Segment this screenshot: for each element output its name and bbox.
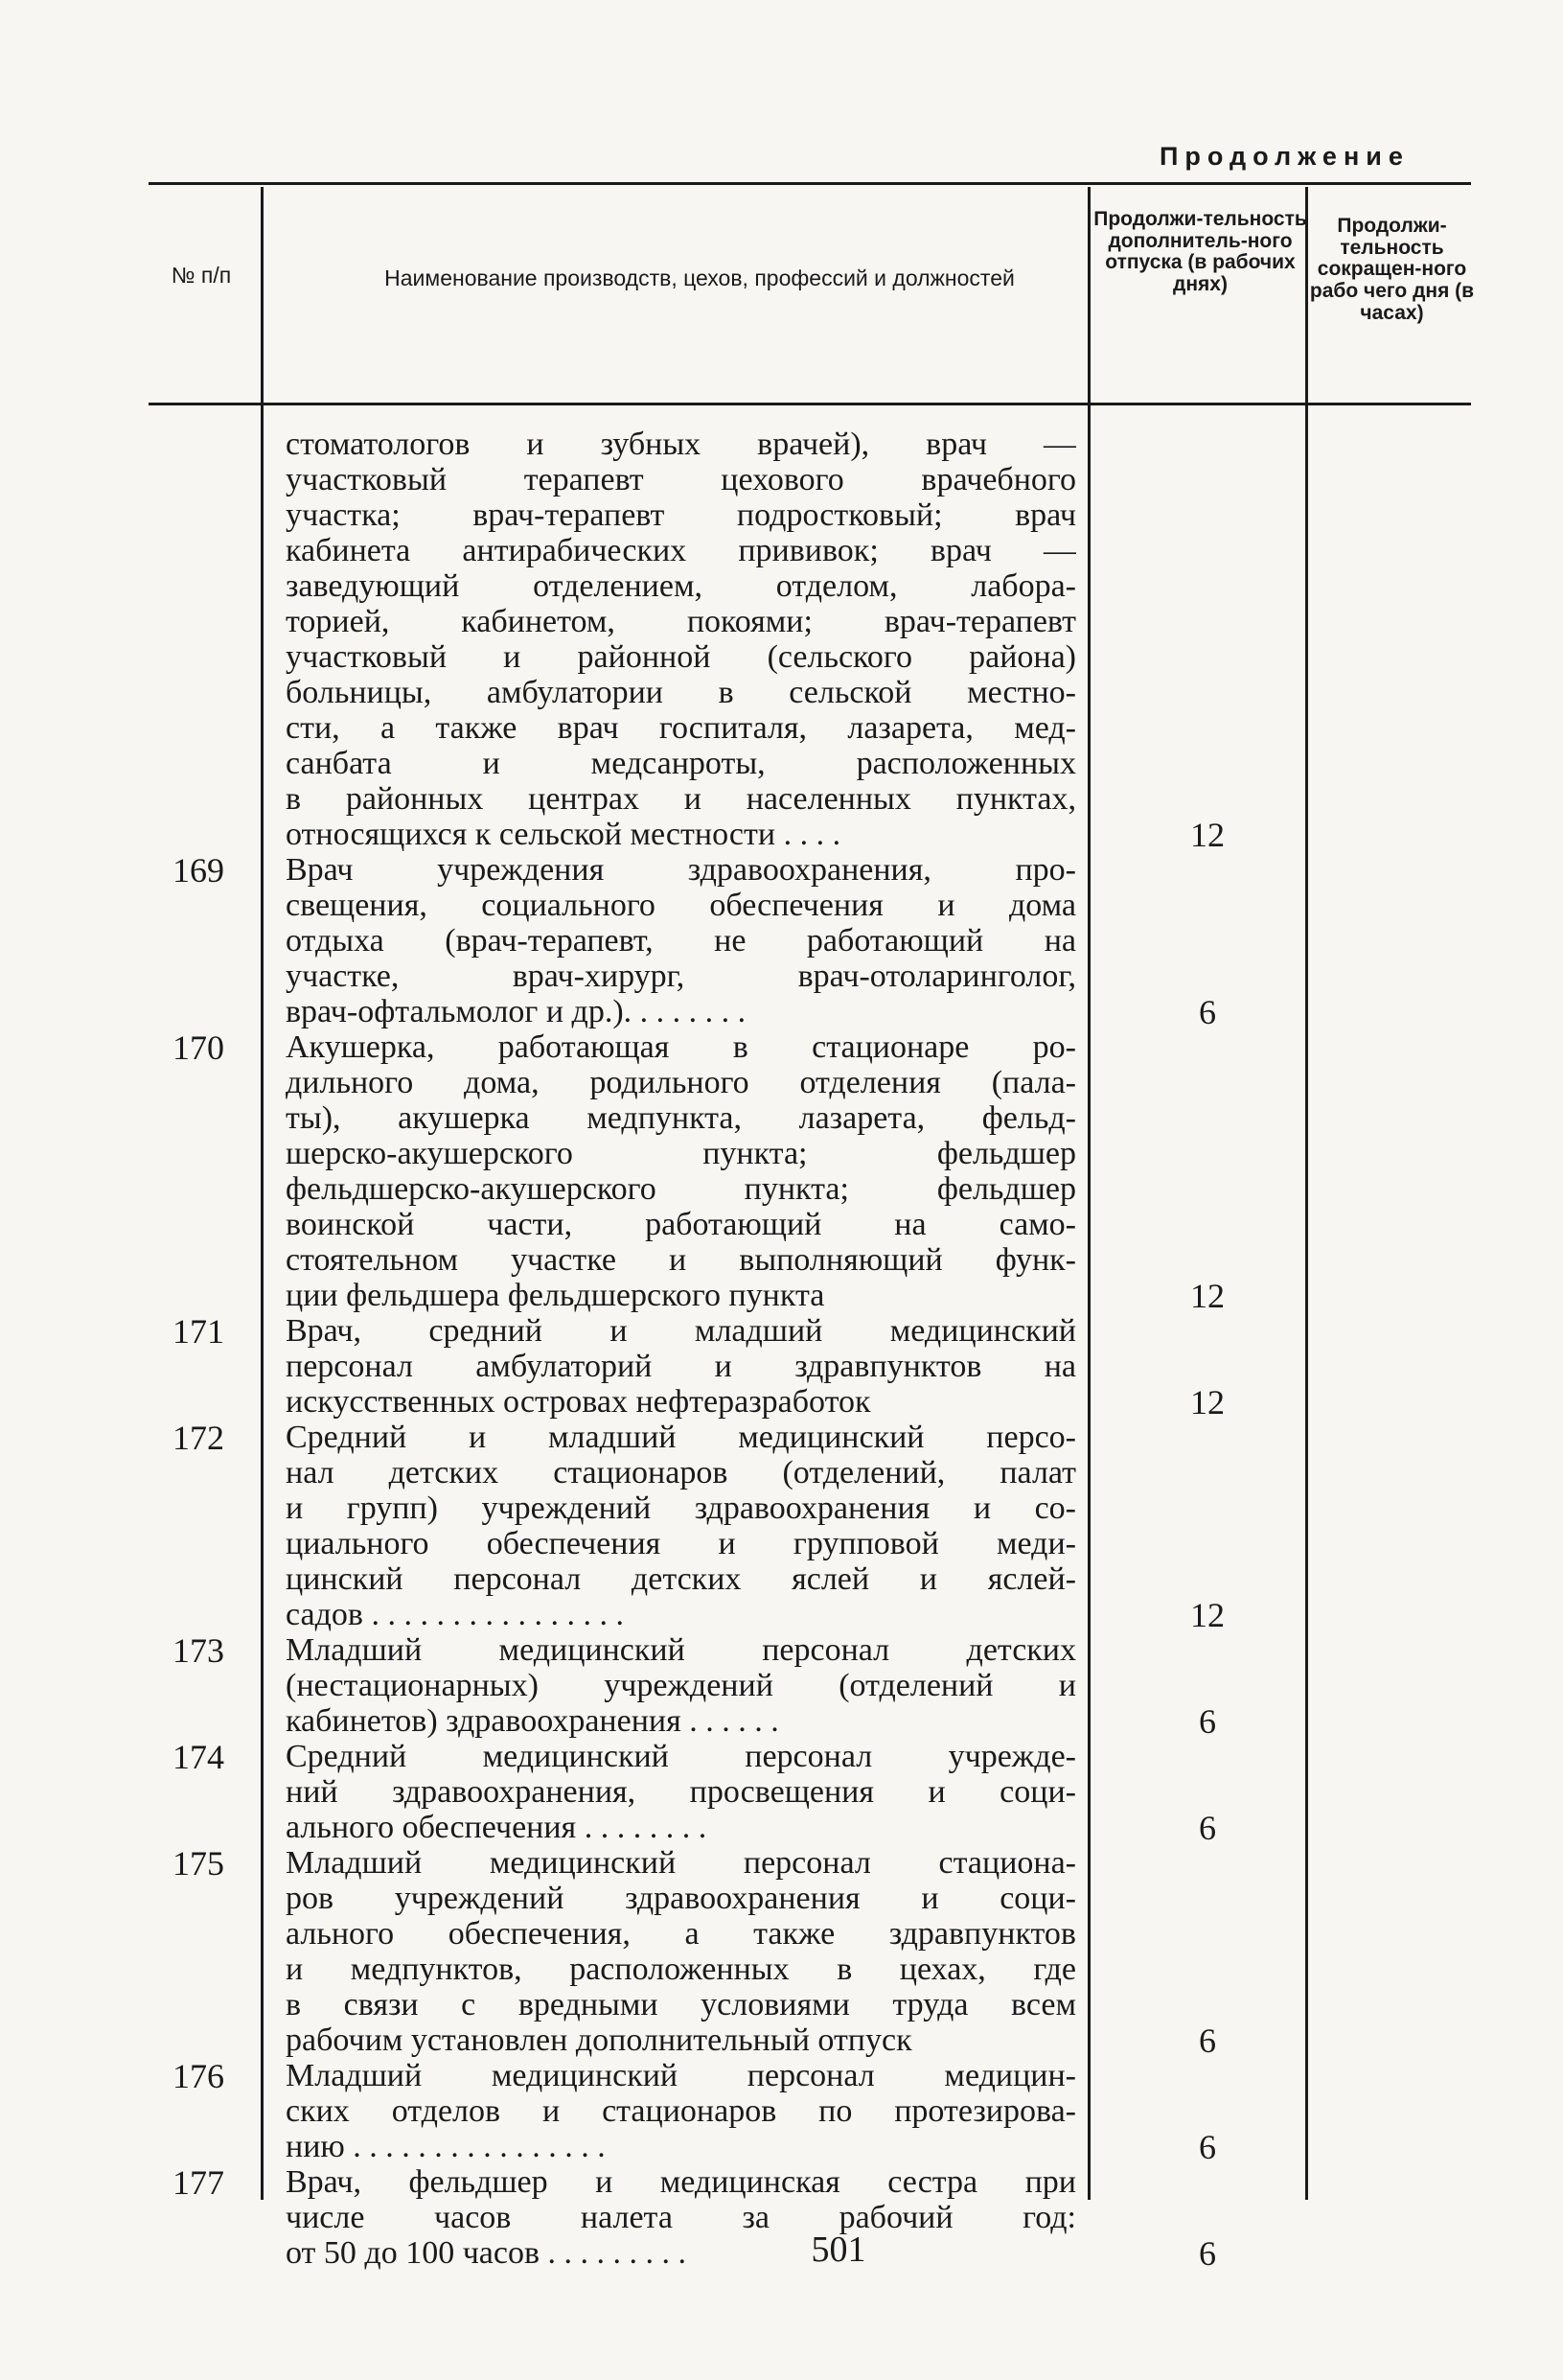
extra-leave-days: 6	[1199, 2022, 1216, 2060]
description-line: Младший медицинский персонал медицин-	[286, 2058, 1076, 2093]
description-line: в районных центрах и населенных пунктах,	[286, 781, 1076, 817]
description-line: от 50 до 100 часов . . . . . . . . .	[286, 2235, 687, 2271]
description-line: свещения, социального обеспечения и дома	[286, 888, 1076, 923]
extra-leave-days: 12	[1190, 1383, 1225, 1421]
description-line: искусственных островах нефтеразработок	[286, 1384, 871, 1420]
description-line: воинской части, работающий на само-	[286, 1207, 1076, 1242]
description-line: кабинета антирабических прививок; врач —	[286, 533, 1076, 568]
description-line: персонал амбулаторий и здравпунктов на	[286, 1349, 1076, 1384]
extra-leave-days: 6	[1199, 2234, 1216, 2273]
row-description	[286, 1632, 1076, 1739]
page-number: 501	[811, 2230, 866, 2270]
row-description	[286, 427, 1076, 852]
description-line: ний здравоохранения, просвещения и соци-	[286, 1774, 1076, 1810]
description-line: относящихся к сельской местности . . . .	[286, 817, 841, 852]
row-number: 174	[172, 1738, 224, 1776]
description-line: врач-офтальмолог и др.). . . . . . . .	[286, 994, 747, 1029]
description-line: и групп) учреждений здравоохранения и со-	[286, 1490, 1076, 1526]
extra-leave-days: 6	[1199, 2128, 1216, 2166]
row-number: 176	[172, 2057, 224, 2095]
row-description	[286, 2058, 1076, 2164]
row-description	[286, 1845, 1076, 2058]
description-line: Младший медицинский персонал детских	[286, 1632, 1076, 1668]
description-line: торией, кабинетом, покоями; врач-терапевт	[286, 604, 1076, 639]
top-rule	[149, 182, 1471, 185]
continuation-label: Продолжение	[1160, 142, 1410, 171]
row-number: 173	[172, 1631, 224, 1670]
row-description	[286, 1420, 1076, 1632]
description-line: шерско-акушерского пункта; фельдшер	[286, 1136, 1076, 1171]
description-line: циального обеспечения и групповой меди-	[286, 1526, 1076, 1561]
row-number: 170	[172, 1028, 224, 1067]
row-description	[286, 1313, 1076, 1420]
description-line: больницы, амбулатории в сельской местно-	[286, 675, 1076, 710]
description-line: Врач, средний и младший медицинский	[286, 1313, 1076, 1349]
description-line: Врач, фельдшер и медицинская сестра при	[286, 2164, 1076, 2200]
header-days-column: Продолжи-тельность дополнитель-ного отпуска (в рабочих днях)	[1093, 208, 1307, 296]
row-number: 171	[172, 1312, 224, 1351]
description-line: ров учреждений здравоохранения и соци-	[286, 1881, 1076, 1916]
description-line: фельдшерско-акушерского пункта; фельдшер	[286, 1171, 1076, 1207]
description-line: (нестационарных) учреждений (отделений и	[286, 1668, 1076, 1703]
extra-leave-days: 12	[1190, 816, 1225, 854]
header-hours-column: Продолжи-тельность сокращен-ного рабо чего дня (в часах)	[1309, 215, 1475, 324]
row-description	[286, 1739, 1076, 1845]
row-number: 175	[172, 1844, 224, 1883]
description-line: ции фельдшера фельдшерского пункта	[286, 1278, 825, 1313]
column-rule-1	[261, 187, 264, 2200]
description-line: участка; врач-терапевт подростковый; врач	[286, 497, 1076, 533]
description-line: кабинетов) здравоохранения . . . . . .	[286, 1703, 779, 1739]
header-number-column: № п/п	[171, 263, 232, 288]
description-line: дильного дома, родильного отделения (пала-	[286, 1065, 1076, 1100]
column-rule-3	[1305, 187, 1308, 2200]
row-description	[286, 2164, 1076, 2271]
description-line: нию . . . . . . . . . . . . . . . .	[286, 2129, 606, 2164]
description-line: рабочим установлен дополнительный отпуск	[286, 2022, 912, 2058]
extra-leave-days: 12	[1190, 1596, 1225, 1634]
description-line: сти, а также врач госпиталя, лазарета, мед-	[286, 710, 1076, 746]
header-bottom-rule	[149, 403, 1471, 405]
row-number: 172	[172, 1419, 224, 1457]
row-description	[286, 1029, 1076, 1313]
description-line: в связи с вредными условиями труда всем	[286, 1987, 1076, 2022]
description-line: нал детских стационаров (отделений, палат	[286, 1455, 1076, 1490]
row-number: 169	[172, 851, 224, 890]
description-line: Средний и младший медицинский персо-	[286, 1420, 1076, 1455]
description-line: ального обеспечения, а также здравпунктов	[286, 1916, 1076, 1952]
description-line: участке, врач-хирург, врач-отоларинголог,	[286, 959, 1076, 994]
description-line: стоятельном участке и выполняющий функ-	[286, 1242, 1076, 1278]
header-name-column: Наименование производств, цехов, профессий и должностей	[384, 266, 1015, 290]
description-line: Младший медицинский персонал стациона-	[286, 1845, 1076, 1881]
extra-leave-days: 12	[1190, 1277, 1225, 1315]
description-line: Акушерка, работающая в стационаре ро-	[286, 1029, 1076, 1065]
extra-leave-days: 6	[1199, 1809, 1216, 1847]
description-line: ских отделов и стационаров по протезирова-	[286, 2093, 1076, 2129]
column-rule-2	[1088, 187, 1091, 2200]
extra-leave-days: 6	[1199, 993, 1216, 1031]
description-line: Средний медицинский персонал учрежде-	[286, 1739, 1076, 1774]
description-line: санбата и медсанроты, расположенных	[286, 746, 1076, 781]
row-number: 177	[172, 2163, 224, 2202]
description-line: заведующий отделением, отделом, лабора-	[286, 568, 1076, 604]
description-line: стоматологов и зубных врачей), врач —	[286, 427, 1076, 462]
description-line: Врач учреждения здравоохранения, про-	[286, 852, 1076, 888]
description-line: участковый и районной (сельского района)	[286, 639, 1076, 675]
row-description	[286, 852, 1076, 1029]
description-line: садов . . . . . . . . . . . . . . . .	[286, 1597, 624, 1632]
description-line: цинский персонал детских яслей и яслей-	[286, 1561, 1076, 1597]
description-line: ального обеспечения . . . . . . . .	[286, 1810, 707, 1845]
description-line: участковый терапевт цехового врачебного	[286, 462, 1076, 497]
description-line: отдыха (врач-терапевт, не работающий на	[286, 923, 1076, 959]
extra-leave-days: 6	[1199, 1702, 1216, 1741]
description-line: числе часов налета за рабочий год:	[286, 2200, 1076, 2235]
description-line: и медпунктов, расположенных в цехах, где	[286, 1952, 1076, 1987]
description-line: ты), акушерка медпункта, лазарета, фельд-	[286, 1100, 1076, 1136]
